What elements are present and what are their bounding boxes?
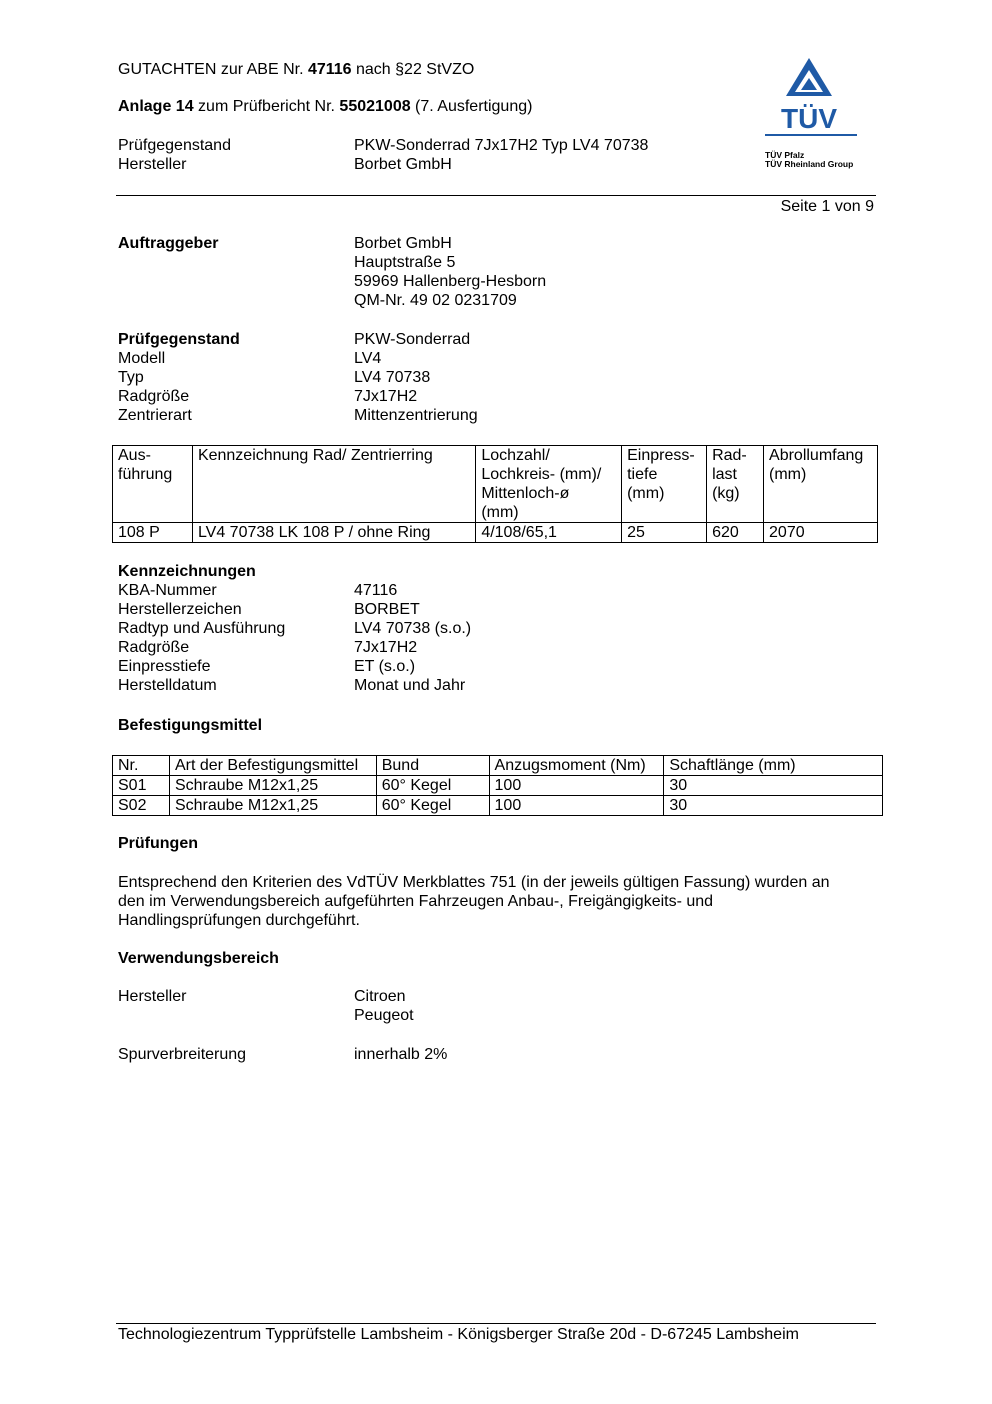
maker-mark-value: BORBET	[354, 601, 420, 618]
report-label: zum Prüfbericht Nr.	[193, 98, 340, 115]
table-row	[113, 776, 883, 796]
header-cell-load: Rad- last (kg)	[707, 446, 764, 523]
header-cell-offset: Einpress- tiefe (mm)	[622, 446, 707, 523]
footer-divider	[116, 1323, 876, 1324]
attachment-label: Anlage 14	[118, 98, 194, 115]
wheel-type-label: Radtyp und Ausführung	[118, 620, 286, 637]
fasteners-header-type: Art der Befestigungsmittel	[169, 756, 376, 776]
kba-label: KBA-Nummer	[118, 582, 217, 599]
header-line-1	[118, 60, 474, 79]
fastener-type: Schraube M12x1,25	[169, 776, 376, 796]
fastener-collar: 60° Kegel	[376, 796, 489, 816]
fasteners-header-torque: Anzugsmoment (Nm)	[489, 756, 664, 776]
tuv-triangle-icon	[762, 56, 862, 174]
cell-load: 620	[707, 523, 764, 543]
cell-bolt-pattern: 4/108/65,1	[476, 523, 622, 543]
client-label: Auftraggeber	[118, 235, 219, 252]
marking-size-label: Radgröße	[118, 639, 190, 656]
test-object-title: Prüfgegenstand	[118, 331, 240, 348]
fastener-shaft: 30	[664, 796, 883, 816]
abe-number: 47116	[307, 61, 352, 78]
header-cell-version: Aus- führung	[113, 446, 193, 523]
test-object-value: PKW-Sonderrad	[354, 331, 471, 348]
usage-manufacturer-label: Hersteller	[118, 988, 187, 1005]
fasteners-header-row	[113, 756, 883, 776]
header-cell-bolt-pattern: Lochzahl/ Lochkreis- (mm)/ Mittenloch-ø (mm)	[476, 446, 622, 523]
marking-offset-label: Einpresstiefe	[118, 658, 211, 675]
type-value: LV4 70738	[354, 369, 431, 386]
usage-manufacturer-citroen: Citroen	[354, 988, 406, 1005]
fastener-type: Schraube M12x1,25	[169, 796, 376, 816]
client-city: 59969 Hallenberg-Hesborn	[354, 273, 547, 290]
copy-note: (7. Ausfertigung)	[410, 98, 533, 115]
wheel-size-value: 7Jx17H2	[354, 388, 418, 405]
cell-offset: 25	[622, 523, 707, 543]
fastener-shaft: 30	[664, 776, 883, 796]
marking-size-value: 7Jx17H2	[354, 639, 418, 656]
report-number: 55021008	[339, 98, 411, 115]
fasteners-title: Befestigungsmittel	[118, 717, 263, 734]
fasteners-header-nr: Nr.	[113, 756, 170, 776]
fastener-torque: 100	[489, 776, 664, 796]
logo-text: TÜV	[781, 103, 837, 134]
model-label: Modell	[118, 350, 166, 367]
marking-offset-value: ET (s.o.)	[354, 658, 416, 675]
centering-label: Zentrierart	[118, 407, 192, 424]
header-divider	[116, 195, 876, 196]
logo-sub2: TÜV Rheinland Group	[765, 159, 854, 169]
fastener-nr: S02	[113, 796, 170, 816]
wheel-size-label: Radgröße	[118, 388, 190, 405]
header-cell-circumference: Abrollumfang (mm)	[764, 446, 878, 523]
client-street: Hauptstraße 5	[354, 254, 456, 271]
table-row	[113, 523, 878, 543]
cell-circumference: 2070	[764, 523, 878, 543]
tests-title: Prüfungen	[118, 835, 198, 852]
type-label: Typ	[118, 369, 144, 386]
header-title-text: GUTACHTEN zur ABE Nr.	[118, 61, 308, 78]
track-value: innerhalb 2%	[354, 1046, 448, 1063]
cell-version: 108 P	[113, 523, 193, 543]
fastener-nr: S01	[113, 776, 170, 796]
table-header-row	[113, 446, 878, 523]
header-cell-marking: Kennzeichnung Rad/ Zentrierring	[192, 446, 475, 523]
usage-title: Verwendungsbereich	[118, 950, 279, 967]
cell-marking: LV4 70738 LK 108 P / ohne Ring	[192, 523, 475, 543]
track-label: Spurverbreiterung	[118, 1046, 247, 1063]
model-value: LV4	[354, 350, 382, 367]
footer-text: Technologiezentrum Typprüfstelle Lambsheim - Königsberger Straße 20d - D-67245 Lambsheim	[118, 1326, 799, 1343]
usage-manufacturer-peugeot: Peugeot	[354, 1007, 414, 1024]
production-date-label: Herstelldatum	[118, 677, 217, 694]
kba-value: 47116	[354, 582, 398, 599]
maker-mark-label: Herstellerzeichen	[118, 601, 242, 618]
production-date-value: Monat und Jahr	[354, 677, 466, 694]
wheel-spec-table	[112, 445, 878, 543]
fastener-collar: 60° Kegel	[376, 776, 489, 796]
tests-paragraph	[118, 873, 878, 930]
tests-line: den im Verwendungsbereich aufgeführten Fahrzeugen Anbau-, Freigängigkeits- und	[118, 893, 714, 910]
fasteners-table	[112, 755, 883, 816]
client-qm-number: QM-Nr. 49 02 0231709	[354, 292, 517, 309]
fastener-torque: 100	[489, 796, 664, 816]
subject-label: Prüfgegenstand	[118, 137, 231, 154]
subject-value: PKW-Sonderrad 7Jx17H2 Typ LV4 70738	[354, 137, 649, 154]
markings-title: Kennzeichnungen	[118, 563, 256, 580]
tuv-logo	[762, 56, 862, 174]
centering-value: Mittenzentrierung	[354, 407, 478, 424]
manufacturer-value: Borbet GmbH	[354, 156, 452, 173]
fasteners-header-collar: Bund	[376, 756, 489, 776]
client-name: Borbet GmbH	[354, 235, 452, 252]
tests-line: Entsprechend den Kriterien des VdTÜV Merkblattes 751 (in der jeweils gültigen Fassung) wurden an	[118, 874, 830, 891]
tests-line: Handlingsprüfungen durchgeführt.	[118, 912, 360, 929]
header-line-2	[118, 97, 532, 116]
wheel-type-value: LV4 70738 (s.o.)	[354, 620, 472, 637]
logo-sub1: TÜV Pfalz	[765, 150, 805, 160]
manufacturer-label: Hersteller	[118, 156, 187, 173]
fasteners-header-shaft: Schaftlänge (mm)	[664, 756, 883, 776]
page-number: Seite 1 von 9	[780, 198, 874, 215]
header-title-suffix: nach §22 StVZO	[351, 61, 475, 78]
table-row	[113, 796, 883, 816]
